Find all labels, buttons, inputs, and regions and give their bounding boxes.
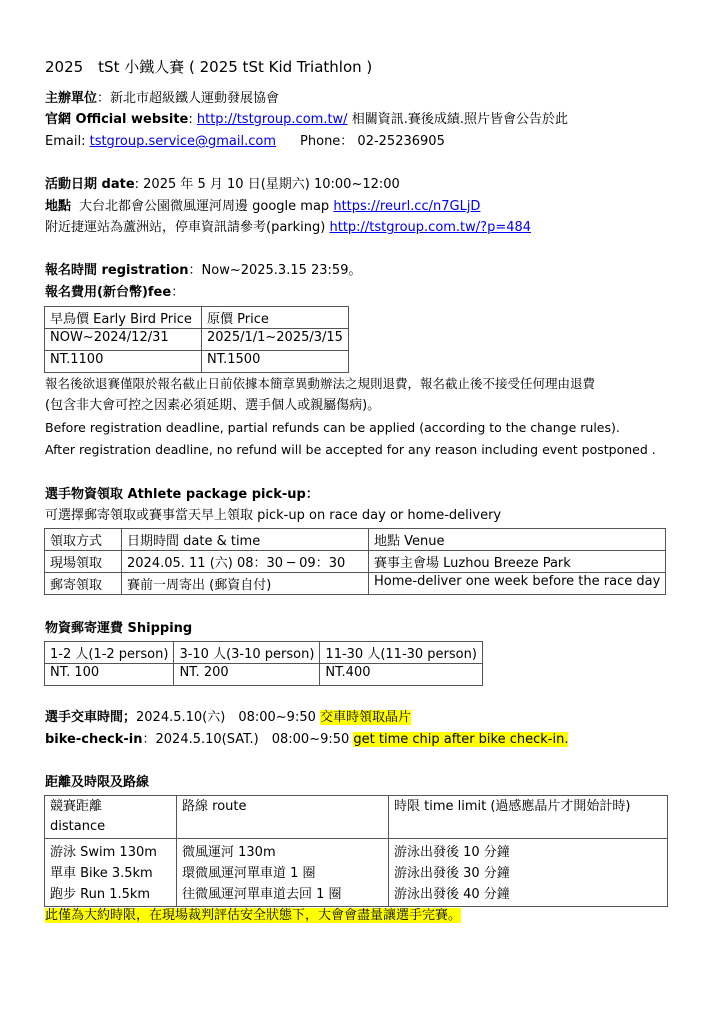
table-cell: 3-10 人(3-10 person) [174, 642, 320, 664]
table-cell: 地點 Venue [369, 529, 666, 551]
parking-line [45, 219, 531, 237]
table-cell: 賽前一周寄出 (郵資自付) [122, 573, 369, 595]
table-row [45, 307, 349, 329]
location-line [45, 198, 480, 216]
event-date-line [45, 176, 400, 194]
location-value: 大台北都會公園微風運河周邊 google map [79, 199, 334, 214]
list-item: 游泳 Swim 130m [50, 845, 157, 860]
list-item: 游泳出發後 40 分鐘 [394, 887, 510, 902]
table-cell: Home-deliver one week before the race day [369, 573, 666, 595]
table-row [45, 796, 668, 839]
shipping-table [44, 641, 483, 686]
refund-zh-2: (包含非大會可控之因素必須延期、選手個人或親屬傷病)。 [45, 398, 381, 413]
table-row [45, 573, 666, 595]
registration-line [45, 262, 361, 280]
page-title: 2025 tSt 小鐵人賽 ( 2025 tSt Kid Triathlon ) [45, 58, 373, 76]
table-cell: 路線 route [177, 796, 389, 839]
table-row [45, 529, 666, 551]
list-item: 游泳出發後 10 分鐘 [394, 845, 510, 860]
email-label: Email: [45, 134, 90, 149]
event-date-value: : 2025 年 5 月 10 日(星期六) 10:00~12:00 [134, 177, 400, 192]
checkin-zh-label: 選手交車時間； [45, 710, 137, 725]
table-row [45, 351, 349, 373]
event-date-label: 活動日期 date [45, 177, 135, 192]
distance-note-line [45, 907, 461, 925]
checkin-zh-highlight: 交車時領取晶片 [320, 710, 412, 725]
fee-table [44, 306, 349, 373]
shipping-label: 物資郵寄運費 Shipping [45, 621, 193, 636]
website-colon: : [188, 112, 197, 127]
location-label: 地點 [45, 199, 72, 214]
checkin-zh-value: 2024.5.10(六) 08:00~9:50 [136, 710, 321, 725]
map-link[interactable]: https://reurl.cc/n7GLjD [333, 199, 481, 214]
contact-line [45, 133, 445, 151]
table-cell: 11-30 人(11-30 person) [320, 642, 483, 664]
parking-text: 附近捷運站為蘆洲站，停車資訊請參考(parking) [45, 220, 330, 235]
table-row [45, 329, 349, 351]
distance-note: 此僅為大約時限，在現場裁判評估安全狀態下，大會會盡量讓選手完賽。 [45, 908, 462, 923]
table-cell: 現場領取 [45, 551, 122, 573]
pickup-label: 選手物資領取 Athlete package pick-up： [45, 487, 319, 502]
fee-colon: ： [171, 285, 185, 300]
refund-zh-1: 報名後欲退賽僅限於報名截止日前依據本簡章異動辦法之規則退費，報名截止後不接受任何理由退費 [45, 376, 596, 391]
table-cell: 郵寄領取 [45, 573, 122, 595]
checkin-zh-line [45, 709, 411, 727]
table-row [45, 664, 483, 686]
fee-line [45, 284, 184, 302]
distance-header-zh: 競賽距離 [50, 799, 103, 814]
distance-label: 距離及時限及路線 [45, 775, 150, 790]
email-link[interactable]: tstgroup.service@gmail.com [89, 134, 277, 149]
parking-link[interactable]: http://tstgroup.com.tw/?p=484 [329, 220, 532, 235]
distance-table [44, 795, 668, 907]
checkin-en-line [45, 731, 568, 749]
refund-en-2: After registration deadline, no refund will be accepted for any reason including event postponed . [45, 442, 656, 457]
table-cell: NT. 100 [45, 664, 174, 686]
checkin-en-label: bike-check-in [45, 732, 143, 747]
table-cell: 早鳥價 Early Bird Price [45, 307, 202, 329]
distance-header-en: distance [50, 819, 106, 834]
table-cell: 原價 Price [202, 307, 349, 329]
table-cell: NT. 200 [174, 664, 320, 686]
registration-value: ：Now~2025.3.15 23:59。 [188, 263, 362, 278]
table-cell: 賽事主會場 Luzhou Breeze Park [369, 551, 666, 573]
list-item: 單車 Bike 3.5km [50, 866, 153, 881]
organizer-label: 主辦單位 [45, 91, 98, 106]
checkin-en-highlight: get time chip after bike check-in. [353, 732, 569, 747]
pickup-table [44, 528, 666, 595]
checkin-en-value: ：2024.5.10(SAT.) 08:00~9:50 [142, 732, 354, 747]
list-item: 往微風運河單車道去回 1 圈 [182, 887, 342, 902]
website-line [45, 111, 568, 129]
organizer-value: ：新北市超級鐵人運動發展協會 [97, 91, 280, 106]
list-item: 游泳出發後 30 分鐘 [394, 866, 510, 881]
table-cell [177, 839, 389, 907]
table-cell: NT.1100 [45, 351, 202, 373]
website-note: 相關資訊.賽後成績.照片皆會公告於此 [347, 112, 568, 127]
table-cell: 2024.05. 11 (六) 08：30 ─ 09：30 [122, 551, 369, 573]
phone-text: Phone： 02-25236905 [300, 134, 445, 149]
website-link[interactable]: http://tstgroup.com.tw/ [196, 112, 348, 127]
website-label: 官網 Official website [45, 112, 189, 127]
table-row [45, 551, 666, 573]
fee-label: 報名費用(新台幣)fee [45, 285, 172, 300]
table-row [45, 642, 483, 664]
table-cell [45, 839, 177, 907]
table-cell: 2025/1/1~2025/3/15 [202, 329, 349, 351]
pickup-desc: 可選擇郵寄領取或賽事當天早上領取 pick-up on race day or home-delivery [45, 508, 502, 523]
table-cell: 時限 time limit (過感應晶片才開始計時) [389, 796, 668, 839]
table-cell: NOW~2024/12/31 [45, 329, 202, 351]
organizer-line [45, 90, 279, 108]
list-item: 跑步 Run 1.5km [50, 887, 151, 902]
table-cell: 日期時間 date & time [122, 529, 369, 551]
table-cell [389, 839, 668, 907]
table-cell: 領取方式 [45, 529, 122, 551]
table-cell: NT.1500 [202, 351, 349, 373]
list-item: 微風運河 130m [182, 845, 276, 860]
table-row [45, 839, 668, 907]
table-cell: 1-2 人(1-2 person) [45, 642, 174, 664]
refund-en-1: Before registration deadline, partial refunds can be applied (according to the change rules). [45, 420, 620, 435]
registration-label: 報名時間 registration [45, 263, 189, 278]
table-cell [45, 796, 177, 839]
list-item: 環微風運河單車道 1 圈 [182, 866, 316, 881]
table-cell: NT.400 [320, 664, 483, 686]
